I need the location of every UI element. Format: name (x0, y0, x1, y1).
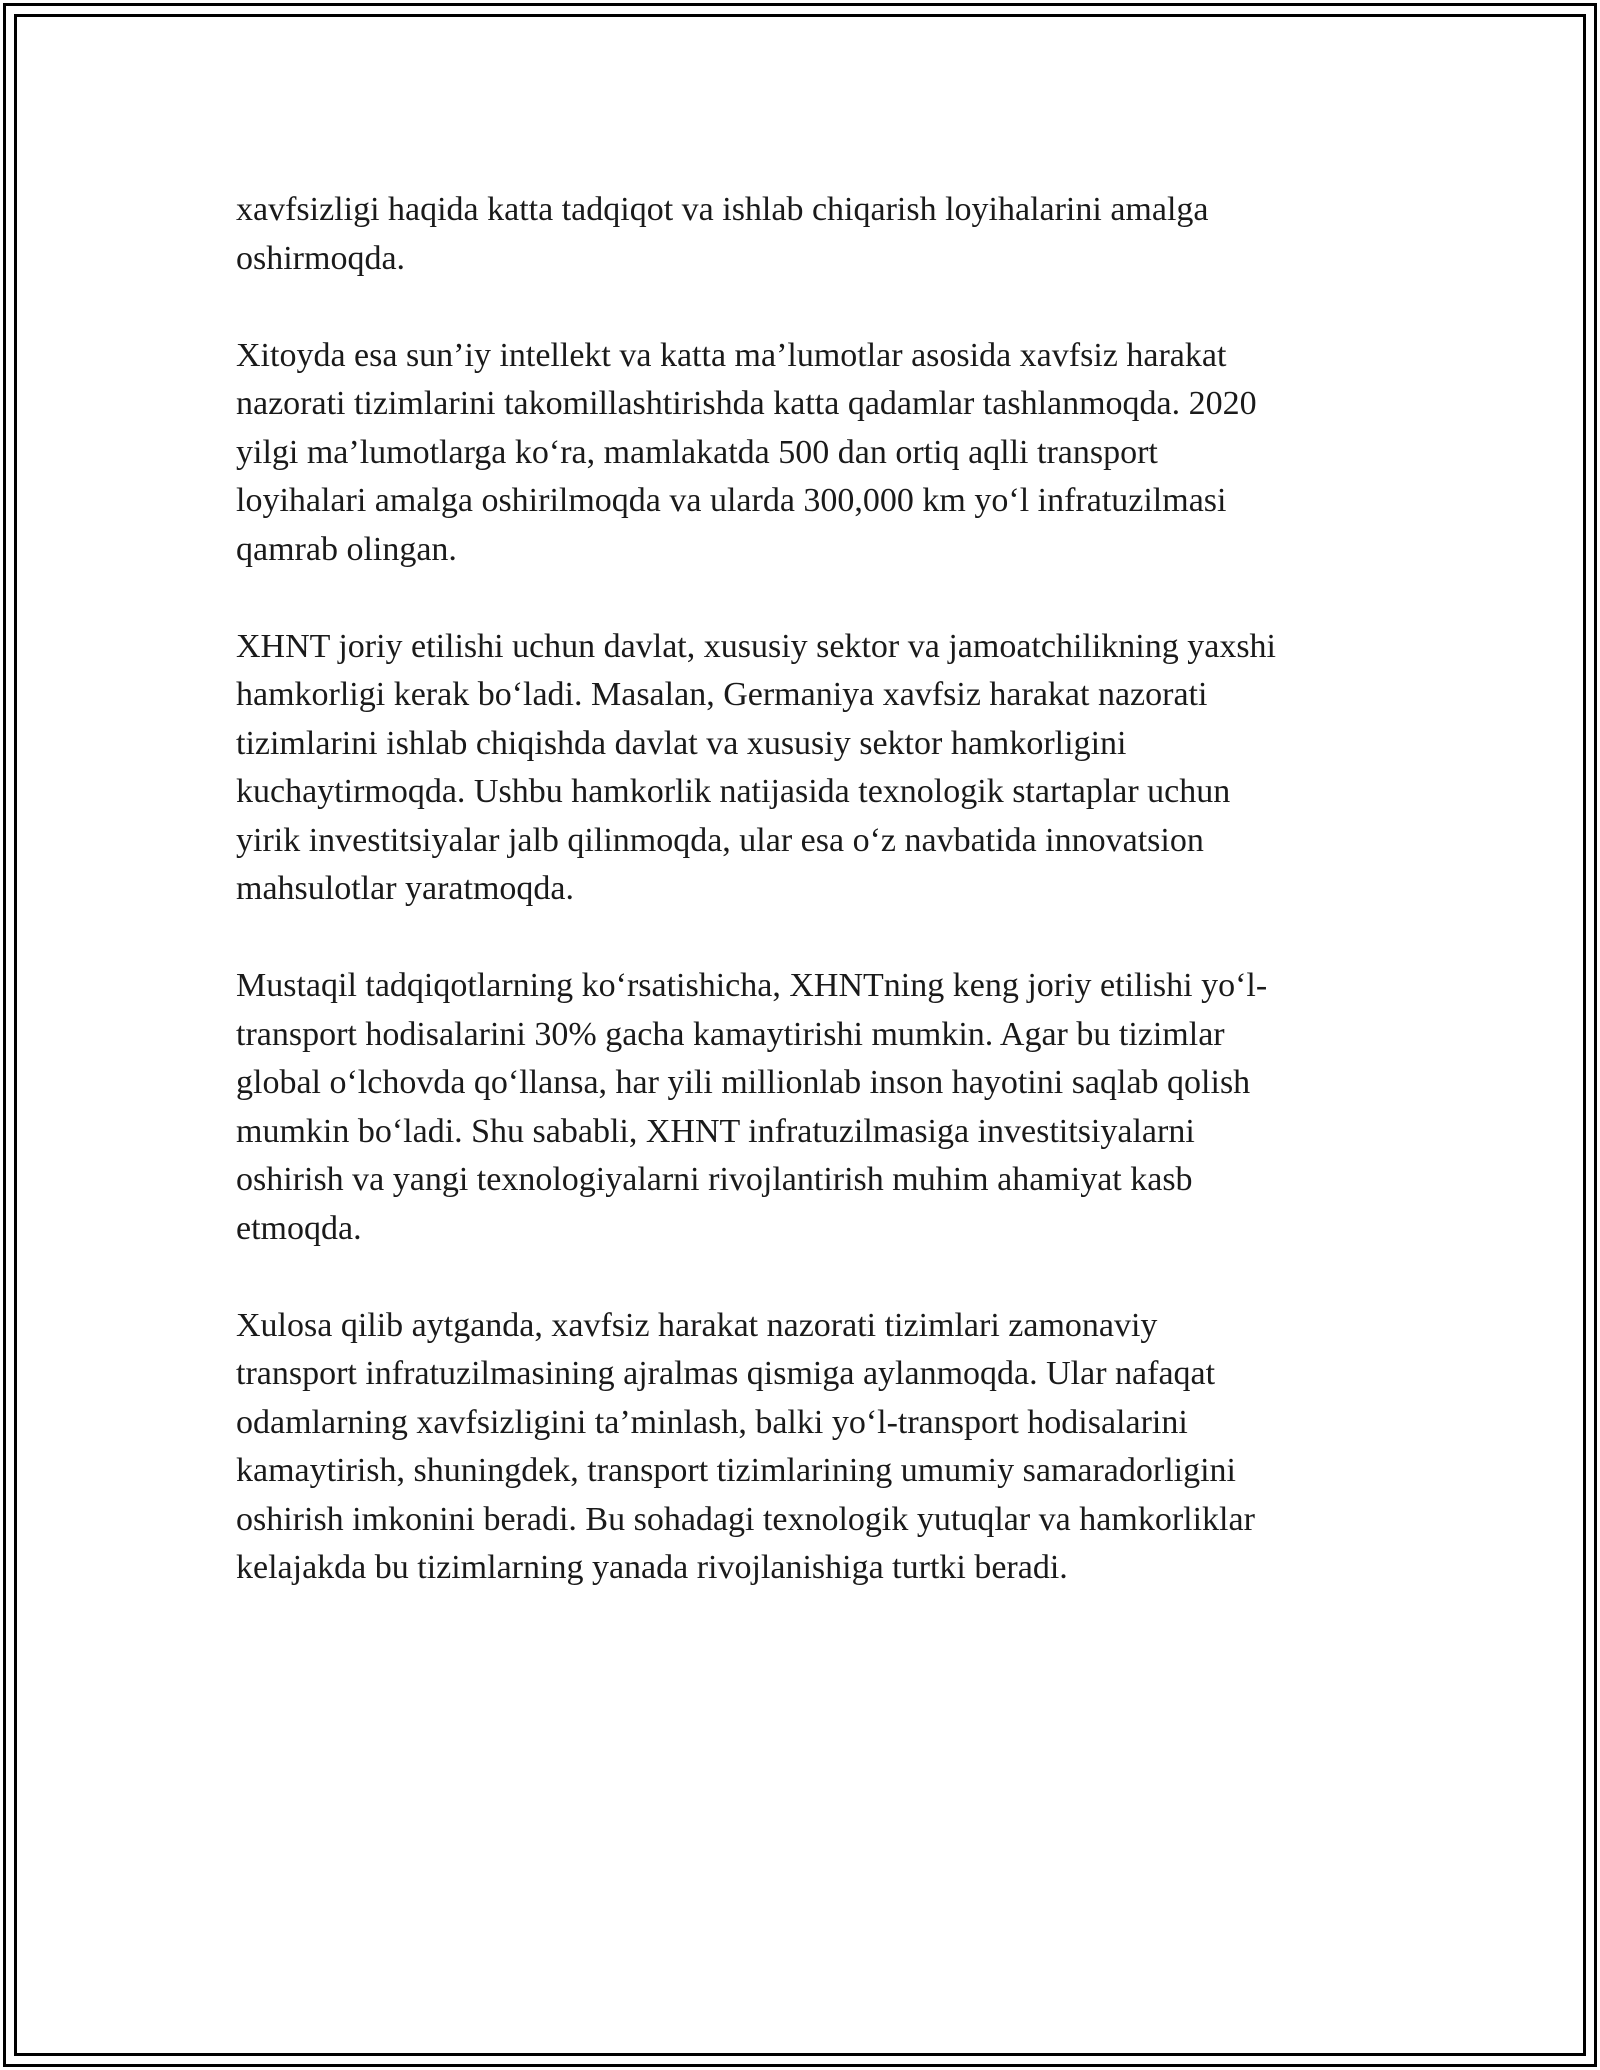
paragraph-3 (236, 623, 1376, 914)
text-line: Xitoyda esa sun’iy intellekt va katta ma’lumotlar asosida xavfsiz harakat (236, 336, 1227, 374)
text-line: oshirish va yangi texnologiyalarni rivojlantirish muhim ahamiyat kasb (236, 1161, 1193, 1198)
text-line: Mustaqil tadqiqotlarning ko‘rsatishicha, XHNTning keng joriy etilishi yo‘l- (236, 967, 1268, 1004)
text-line: mahsulotlar yaratmoqda. (236, 870, 575, 907)
text-line: global o‘lchovda qo‘llansa, har yili millionlab inson hayotini saqlab qolish (236, 1064, 1251, 1101)
text-line: loyihalari amalga oshirilmoqda va ularda 300,000 km yo‘l infratuzilmasi (236, 482, 1227, 519)
text-line: transport hodisalarini 30% gacha kamaytirishi mumkin. Agar bu tizimlar (236, 1015, 1225, 1053)
text-line: oshirish imkonini beradi. Bu sohadagi texnologik yutuqlar va hamkorliklar (236, 1500, 1255, 1538)
text-line: mumkin bo‘ladi. Shu sababli, XHNT infratuzilmasiga investitsiyalarni (236, 1112, 1195, 1150)
text-line: XHNT joriy etilishi uchun davlat, xususiy sektor va jamoatchilikning yaxshi (236, 627, 1277, 665)
text-line: yilgi ma’lumotlarga ko‘ra, mamlakatda 500 dan ortiq aqlli transport (236, 433, 1158, 471)
text-line: yirik investitsiyalar jalb qilinmoqda, ular esa o‘z navbatida innovatsion (236, 821, 1204, 859)
text-line: nazorati tizimlarini takomillashtirishda katta qadamlar tashlanmoqda. 2020 (236, 385, 1257, 422)
paragraph-4 (236, 962, 1376, 1253)
text-line: transport infratuzilmasining ajralmas qismiga aylanmoqda. Ular nafaqat (236, 1355, 1216, 1392)
paragraph-1 (236, 186, 1376, 283)
paragraph-2 (236, 332, 1376, 575)
text-line: odamlarning xavfsizligini ta’minlash, balki yo‘l-transport hodisalarini (236, 1403, 1188, 1441)
text-line: kuchaytirmoqda. Ushbu hamkorlik natijasida texnologik startaplar uchun (236, 773, 1231, 810)
text-line: xavfsizligi haqida katta tadqiqot va ishlab chiqarish loyihalarini amalga (236, 191, 1209, 228)
text-line: qamrab olingan. (236, 530, 457, 568)
paragraph-5 (236, 1302, 1376, 1593)
text-line: etmoqda. (236, 1209, 362, 1247)
text-line: tizimlarini ishlab chiqishda davlat va xususiy sektor hamkorligini (236, 724, 1127, 762)
document-body (236, 186, 1376, 1641)
text-line: kamaytirish, shuningdek, transport tizimlarining umumiy samaradorligini (236, 1452, 1236, 1489)
text-line: Xulosa qilib aytganda, xavfsiz harakat nazorati tizimlari zamonaviy (236, 1306, 1158, 1344)
text-line: kelajakda bu tizimlarning yanada rivojlanishiga turtki beradi. (236, 1549, 1068, 1586)
text-line: oshirmoqda. (236, 239, 406, 277)
text-line: hamkorligi kerak bo‘ladi. Masalan, Germaniya xavfsiz harakat nazorati (236, 676, 1208, 713)
